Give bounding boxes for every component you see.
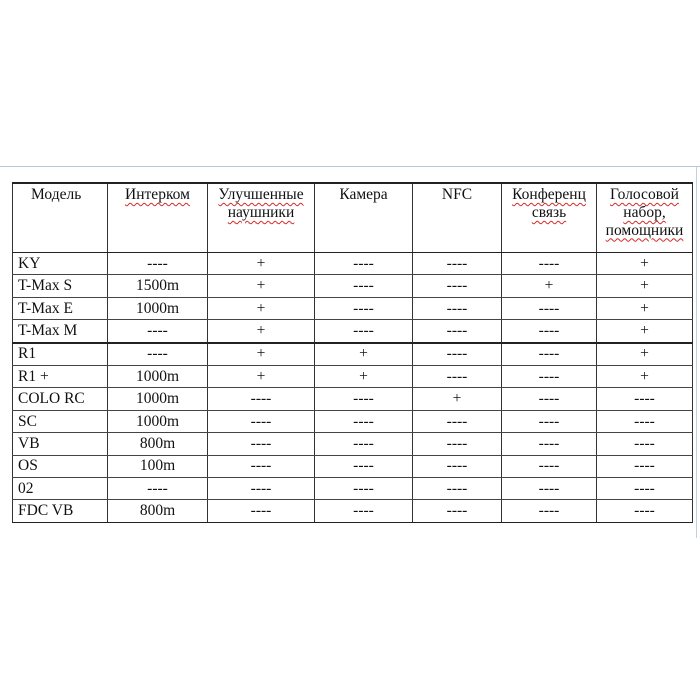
cell-nfc: ---- <box>413 455 502 477</box>
cell-headphones: + <box>208 320 315 343</box>
table-row <box>13 253 693 275</box>
cell-model: COLO RC <box>13 388 108 410</box>
cell-conference: ---- <box>502 343 597 366</box>
table-row <box>13 275 693 297</box>
cell-conference: ---- <box>502 455 597 477</box>
table-row <box>13 410 693 432</box>
cell-headphones: ---- <box>208 455 315 477</box>
cell-conference: ---- <box>502 320 597 343</box>
cell-voice: ---- <box>597 433 693 455</box>
cell-headphones: + <box>208 275 315 297</box>
cell-headphones: ---- <box>208 388 315 410</box>
cell-camera: ---- <box>315 297 413 319</box>
page-top-rule <box>0 166 700 167</box>
cell-conference: ---- <box>502 388 597 410</box>
cell-voice: + <box>597 320 693 343</box>
cell-nfc: ---- <box>413 433 502 455</box>
cell-intercom: 1000m <box>108 388 208 410</box>
cell-model: R1 <box>13 343 108 366</box>
cell-camera: ---- <box>315 433 413 455</box>
cell-voice: ---- <box>597 388 693 410</box>
cell-nfc: ---- <box>413 320 502 343</box>
cell-intercom: 1000m <box>108 410 208 432</box>
cell-voice: + <box>597 343 693 366</box>
header-voice: Голосовой набор, помощники <box>597 183 693 253</box>
cell-conference: ---- <box>502 477 597 499</box>
cell-nfc: ---- <box>413 410 502 432</box>
cell-conference: ---- <box>502 297 597 319</box>
cell-intercom: 1000m <box>108 365 208 387</box>
cell-intercom: 800m <box>108 500 208 522</box>
cell-voice: + <box>597 365 693 387</box>
cell-headphones: ---- <box>208 477 315 499</box>
cell-conference: ---- <box>502 500 597 522</box>
page-top-band <box>0 0 700 167</box>
cell-model: OS <box>13 455 108 477</box>
table-row <box>13 500 693 522</box>
cell-nfc: ---- <box>413 365 502 387</box>
cell-model: SC <box>13 410 108 432</box>
table-header <box>13 183 693 253</box>
header-camera: Камера <box>315 183 413 253</box>
cell-nfc: + <box>413 388 502 410</box>
cell-model: T-Max S <box>13 275 108 297</box>
cell-intercom: ---- <box>108 320 208 343</box>
cell-camera: + <box>315 365 413 387</box>
cell-headphones: ---- <box>208 433 315 455</box>
cell-camera: ---- <box>315 455 413 477</box>
cell-headphones: + <box>208 365 315 387</box>
table-row <box>13 320 693 343</box>
cell-model: VB <box>13 433 108 455</box>
cell-voice: + <box>597 275 693 297</box>
cell-voice: ---- <box>597 455 693 477</box>
cell-intercom: 100m <box>108 455 208 477</box>
cell-headphones: ---- <box>208 500 315 522</box>
table-body <box>13 253 693 523</box>
table-row <box>13 297 693 319</box>
table-row <box>13 455 693 477</box>
table-row <box>13 365 693 387</box>
comparison-table <box>12 182 693 523</box>
cell-conference: ---- <box>502 433 597 455</box>
cell-headphones: + <box>208 343 315 366</box>
cell-headphones: + <box>208 253 315 275</box>
cell-intercom: 1500m <box>108 275 208 297</box>
cell-nfc: ---- <box>413 500 502 522</box>
cell-intercom: ---- <box>108 477 208 499</box>
table-row <box>13 343 693 366</box>
cell-model: T-Max E <box>13 297 108 319</box>
cell-headphones: ---- <box>208 410 315 432</box>
table-row <box>13 433 693 455</box>
cell-voice: ---- <box>597 500 693 522</box>
cell-camera: ---- <box>315 388 413 410</box>
cell-model: FDC VB <box>13 500 108 522</box>
cell-model: 02 <box>13 477 108 499</box>
table-row <box>13 477 693 499</box>
header-conference: Конференц связь <box>502 183 597 253</box>
cell-camera: ---- <box>315 477 413 499</box>
header-row <box>13 183 693 253</box>
cell-voice: ---- <box>597 477 693 499</box>
cell-conference: + <box>502 275 597 297</box>
cell-model: T-Max M <box>13 320 108 343</box>
cell-nfc: ---- <box>413 343 502 366</box>
cell-camera: ---- <box>315 275 413 297</box>
header-nfc: NFC <box>413 183 502 253</box>
cell-conference: ---- <box>502 410 597 432</box>
cell-headphones: + <box>208 297 315 319</box>
cell-nfc: ---- <box>413 297 502 319</box>
cell-nfc: ---- <box>413 477 502 499</box>
cell-conference: ---- <box>502 253 597 275</box>
cell-intercom: 800m <box>108 433 208 455</box>
cell-camera: ---- <box>315 410 413 432</box>
table-row <box>13 388 693 410</box>
header-intercom: Интерком <box>108 183 208 253</box>
cell-camera: + <box>315 343 413 366</box>
cell-voice: + <box>597 253 693 275</box>
cell-intercom: 1000m <box>108 297 208 319</box>
cell-conference: ---- <box>502 365 597 387</box>
cell-nfc: ---- <box>413 275 502 297</box>
cell-model: R1 + <box>13 365 108 387</box>
cell-intercom: ---- <box>108 253 208 275</box>
header-model: Модель <box>13 183 108 253</box>
cell-model: KY <box>13 253 108 275</box>
cell-voice: ---- <box>597 410 693 432</box>
cell-camera: ---- <box>315 320 413 343</box>
page-right-edge <box>696 166 697 538</box>
cell-camera: ---- <box>315 253 413 275</box>
cell-voice: + <box>597 297 693 319</box>
header-headphones: Улучшенные наушники <box>208 183 315 253</box>
cell-nfc: ---- <box>413 253 502 275</box>
cell-intercom: ---- <box>108 343 208 366</box>
cell-camera: ---- <box>315 500 413 522</box>
